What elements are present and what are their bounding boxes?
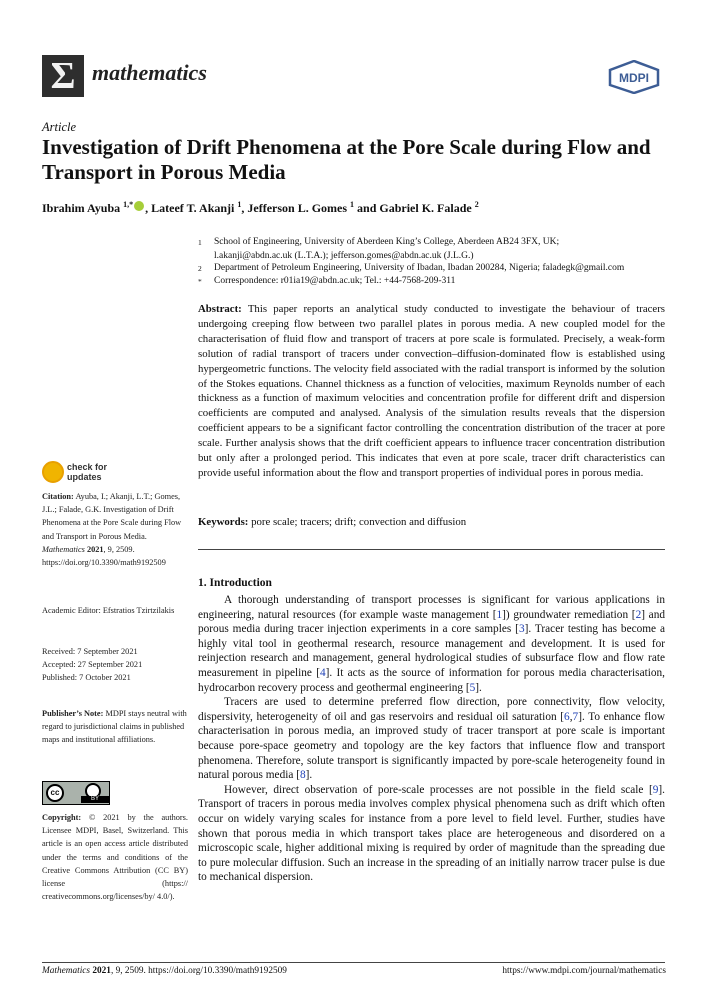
publisher-note-label: Publisher’s Note: <box>42 709 104 718</box>
footer-doi: , 9, 2509. https://doi.org/10.3390/math9192509 <box>110 966 287 976</box>
citation-link[interactable]: 4 <box>319 666 326 679</box>
affiliation <box>198 262 678 276</box>
citation-link[interactable]: 2 <box>635 608 642 621</box>
divider <box>198 549 665 550</box>
citation-link[interactable]: 1 <box>496 608 503 621</box>
citation-link[interactable]: 6 <box>564 710 570 723</box>
citation-doi: , 9, 2509. https://doi.org/10.3390/math9192509 <box>42 544 166 568</box>
received-date: Received: 7 September 2021 <box>42 647 138 656</box>
affiliation <box>198 275 678 289</box>
author-separator: , <box>145 201 152 215</box>
footer-journal-url[interactable]: https://www.mdpi.com/journal/mathematics <box>502 966 666 976</box>
citation-label: Citation: <box>42 492 74 501</box>
check-updates-line1: check for <box>67 462 108 472</box>
citation-text: Ayuba, I.; Akanji, L.T.; Gomes, J.L.; Falade, G.K. Investigation of Drift Phenomena at the Pore Scale during Flow and Transport in Porous Media. <box>42 492 182 541</box>
keywords-label: Keywords: <box>198 516 249 528</box>
article-type: Article <box>42 120 77 134</box>
copyright-label: Copyright: <box>42 813 82 822</box>
section-body <box>198 593 665 885</box>
paragraph-text: However, direct observation of pore-scale processes are not possible in the field scale [ <box>224 783 653 796</box>
check-updates-icon <box>42 461 64 483</box>
citation-link[interactable]: 8 <box>299 769 306 782</box>
dates-block <box>42 645 188 685</box>
journal-name: mathematics <box>92 60 207 85</box>
paragraph-text: ]. Tracer testing has become a highly vital tool in geothermal research, resource management and development. It is used for reinjection research and management, general hydrological studies of subsurface flow and flow rate measurement in pipeline [ <box>198 623 665 679</box>
paragraph-text: ]. <box>305 769 313 782</box>
paragraph-text: ]. <box>475 681 482 694</box>
author-name: Gabriel K. Falade <box>379 201 472 215</box>
academic-editor: Academic Editor: Efstratios Tzirtzilakis <box>42 606 175 615</box>
check-updates-line2: updates <box>67 472 102 482</box>
affiliation-text: l.akanji@abdn.ac.uk (L.T.A.); jefferson.gomes@abdn.ac.uk (J.L.G.) <box>214 251 474 261</box>
publisher-note-text: MDPI stays neutral with regard to jurisdictional claims in published maps and institutional affiliations. <box>42 709 187 745</box>
abstract-label: Abstract: <box>198 303 242 315</box>
check-for-updates-button[interactable] <box>42 460 132 486</box>
copyright-text: © 2021 by the authors. Licensee MDPI, Basel, Switzerland. This article is an open access article distributed under the terms and conditions of the Creative Commons Attribution (CC BY) license (https:// creativecommons.org/licenses/by/ 4.0/). <box>42 813 188 902</box>
body-paragraph <box>198 695 665 783</box>
affiliation-number: 1 <box>198 238 202 247</box>
paragraph-text: A thorough understanding of transport processes is significant for various applications in engineering, natural resources (for example waste management [ <box>198 594 665 621</box>
author-affiliation-mark: 1 <box>237 200 242 209</box>
affiliation-number: * <box>198 277 202 286</box>
paragraph-text: ]. Transport of tracers in porous media involves complex physical phenomena such as drift which often occur on widely varying scales for instance from a pore level to field level. Further, studies have shown that porous media in which transport takes place are heterogeneous and disordered on a microscopic scale, higher additional mixing is required by order of magnitude than the spreading due to pure molecular diffusion. Such an increase in the spreading of an initially narrow tracer pulse is due to mechanical dispersion. <box>198 783 665 884</box>
paragraph-text: ]. To enhance flow characterisation in porous media, an improved study of tracer transport at pore scale is important because pore-space geometry and topology are the key factors that influence flow and transport phenomena. Therefore, solute transport is significantly impacted by pore-scale heterogeneity found in natural porous media [ <box>198 710 666 782</box>
author-name: Jefferson L. Gomes <box>247 201 348 215</box>
affiliation-text: Correspondence: r01ia19@abdn.ac.uk; Tel.: +44-7568-209-311 <box>214 276 456 286</box>
footer-divider <box>42 962 665 963</box>
published-date: Published: 7 October 2021 <box>42 673 131 683</box>
author-affiliation-mark: 1,* <box>123 200 134 209</box>
author-list <box>42 200 682 216</box>
publisher-note <box>42 707 188 747</box>
citation-link[interactable]: 3 <box>518 623 525 636</box>
paragraph-text: Tracers are used to determine preferred flow direction, pore connectivity, flow velocity, dispersivity, heterogeneity of oil and gas reservoirs and residual oil saturation [ <box>198 696 665 723</box>
author-separator: and <box>354 201 380 215</box>
author-affiliation-mark: 2 <box>474 200 479 209</box>
article-title: Investigation of Drift Phenomena at the Pore Scale during Flow and Transport in Porous Media <box>42 135 651 184</box>
affiliation-text: School of Engineering, University of Aberdeen King’s College, Aberdeen AB24 3FX, UK; <box>214 237 560 247</box>
abstract-text: This paper reports an analytical study conducted to investigate the behaviour of tracers undergoing creeping flow between two parallel plates in porous media. A new coupled model for the characterisation of fluid flow and transport of tracers at pore scale is formulated. Precisely, a weak-form solution of radial transport of tracers under convection–diffusion-dominated flow is established using hypergeometric functions. The velocity field associated with the radial transport is informed by the solution of the Stokes equations. Channel thickness as a function of velocities, maximum Reynolds number of each thickness as a function of maximum velocities and concentration profile for different drift and dispersion coefficients are computed and analysed. Analysis of the simulation results reveals that the dispersion coefficient appears to be a significant factor controlling the concentration distribution of the tracer at pore scale. Further analysis shows that the drift coefficient appears to influence tracer concentration distribution but only after a prolonged period. This indicates that even at pore scale, tracer drift characteristics can provide useful information about the flow and transport properties of individual pores in porous media. <box>198 303 665 479</box>
author-name: Lateef T. Akanji <box>151 201 235 215</box>
mdpi-logo-text: MDPI <box>619 71 649 85</box>
footer-citation <box>42 966 287 976</box>
footer-year: 2021 <box>92 966 111 976</box>
by-label: BY <box>81 796 109 803</box>
keywords-text: pore scale; tracers; drift; convection and diffusion <box>251 516 467 528</box>
accepted-date: Accepted: 27 September 2021 <box>42 660 143 670</box>
paragraph-text: ] and porous media during tracer injection experiments in a core samples [ <box>198 608 665 636</box>
abstract <box>198 302 665 481</box>
cc-icon: cc <box>46 784 64 802</box>
citation-link[interactable]: 7 <box>572 710 579 723</box>
citation-link[interactable]: 9 <box>652 783 659 796</box>
affiliation-text: Department of Petroleum Engineering, University of Ibadan, Ibadan 200284, Nigeria; faladegk@gmail.com <box>214 263 625 273</box>
cc-by-license-badge[interactable] <box>42 781 110 805</box>
keywords <box>198 516 665 528</box>
footer-journal: Mathematics <box>42 966 91 976</box>
copyright-block <box>42 811 188 903</box>
journal-logo-icon: Σ <box>42 55 84 97</box>
author-separator: , <box>241 201 248 215</box>
citation-journal: Mathematics <box>42 544 85 554</box>
citation-year: 2021 <box>86 544 104 554</box>
citation-block <box>42 490 188 569</box>
body-paragraph <box>198 783 665 885</box>
mdpi-logo <box>608 60 660 94</box>
author-name: Ibrahim Ayuba <box>42 201 121 215</box>
affiliation-number: 2 <box>198 264 202 273</box>
body-paragraph <box>198 593 665 695</box>
affiliation <box>198 236 678 250</box>
section-heading: 1. Introduction <box>198 577 272 589</box>
orcid-icon[interactable] <box>134 201 144 211</box>
paragraph-text: ]. It acts as the source of information for porous media characterisation, hydrocarbon recovery process and geothermal engineering [ <box>198 666 665 694</box>
paragraph-text: ]) groundwater remediation [ <box>502 608 636 621</box>
author-affiliation-mark: 1 <box>350 200 355 209</box>
paragraph-text: , <box>569 710 573 723</box>
citation-link[interactable]: 5 <box>469 681 476 694</box>
